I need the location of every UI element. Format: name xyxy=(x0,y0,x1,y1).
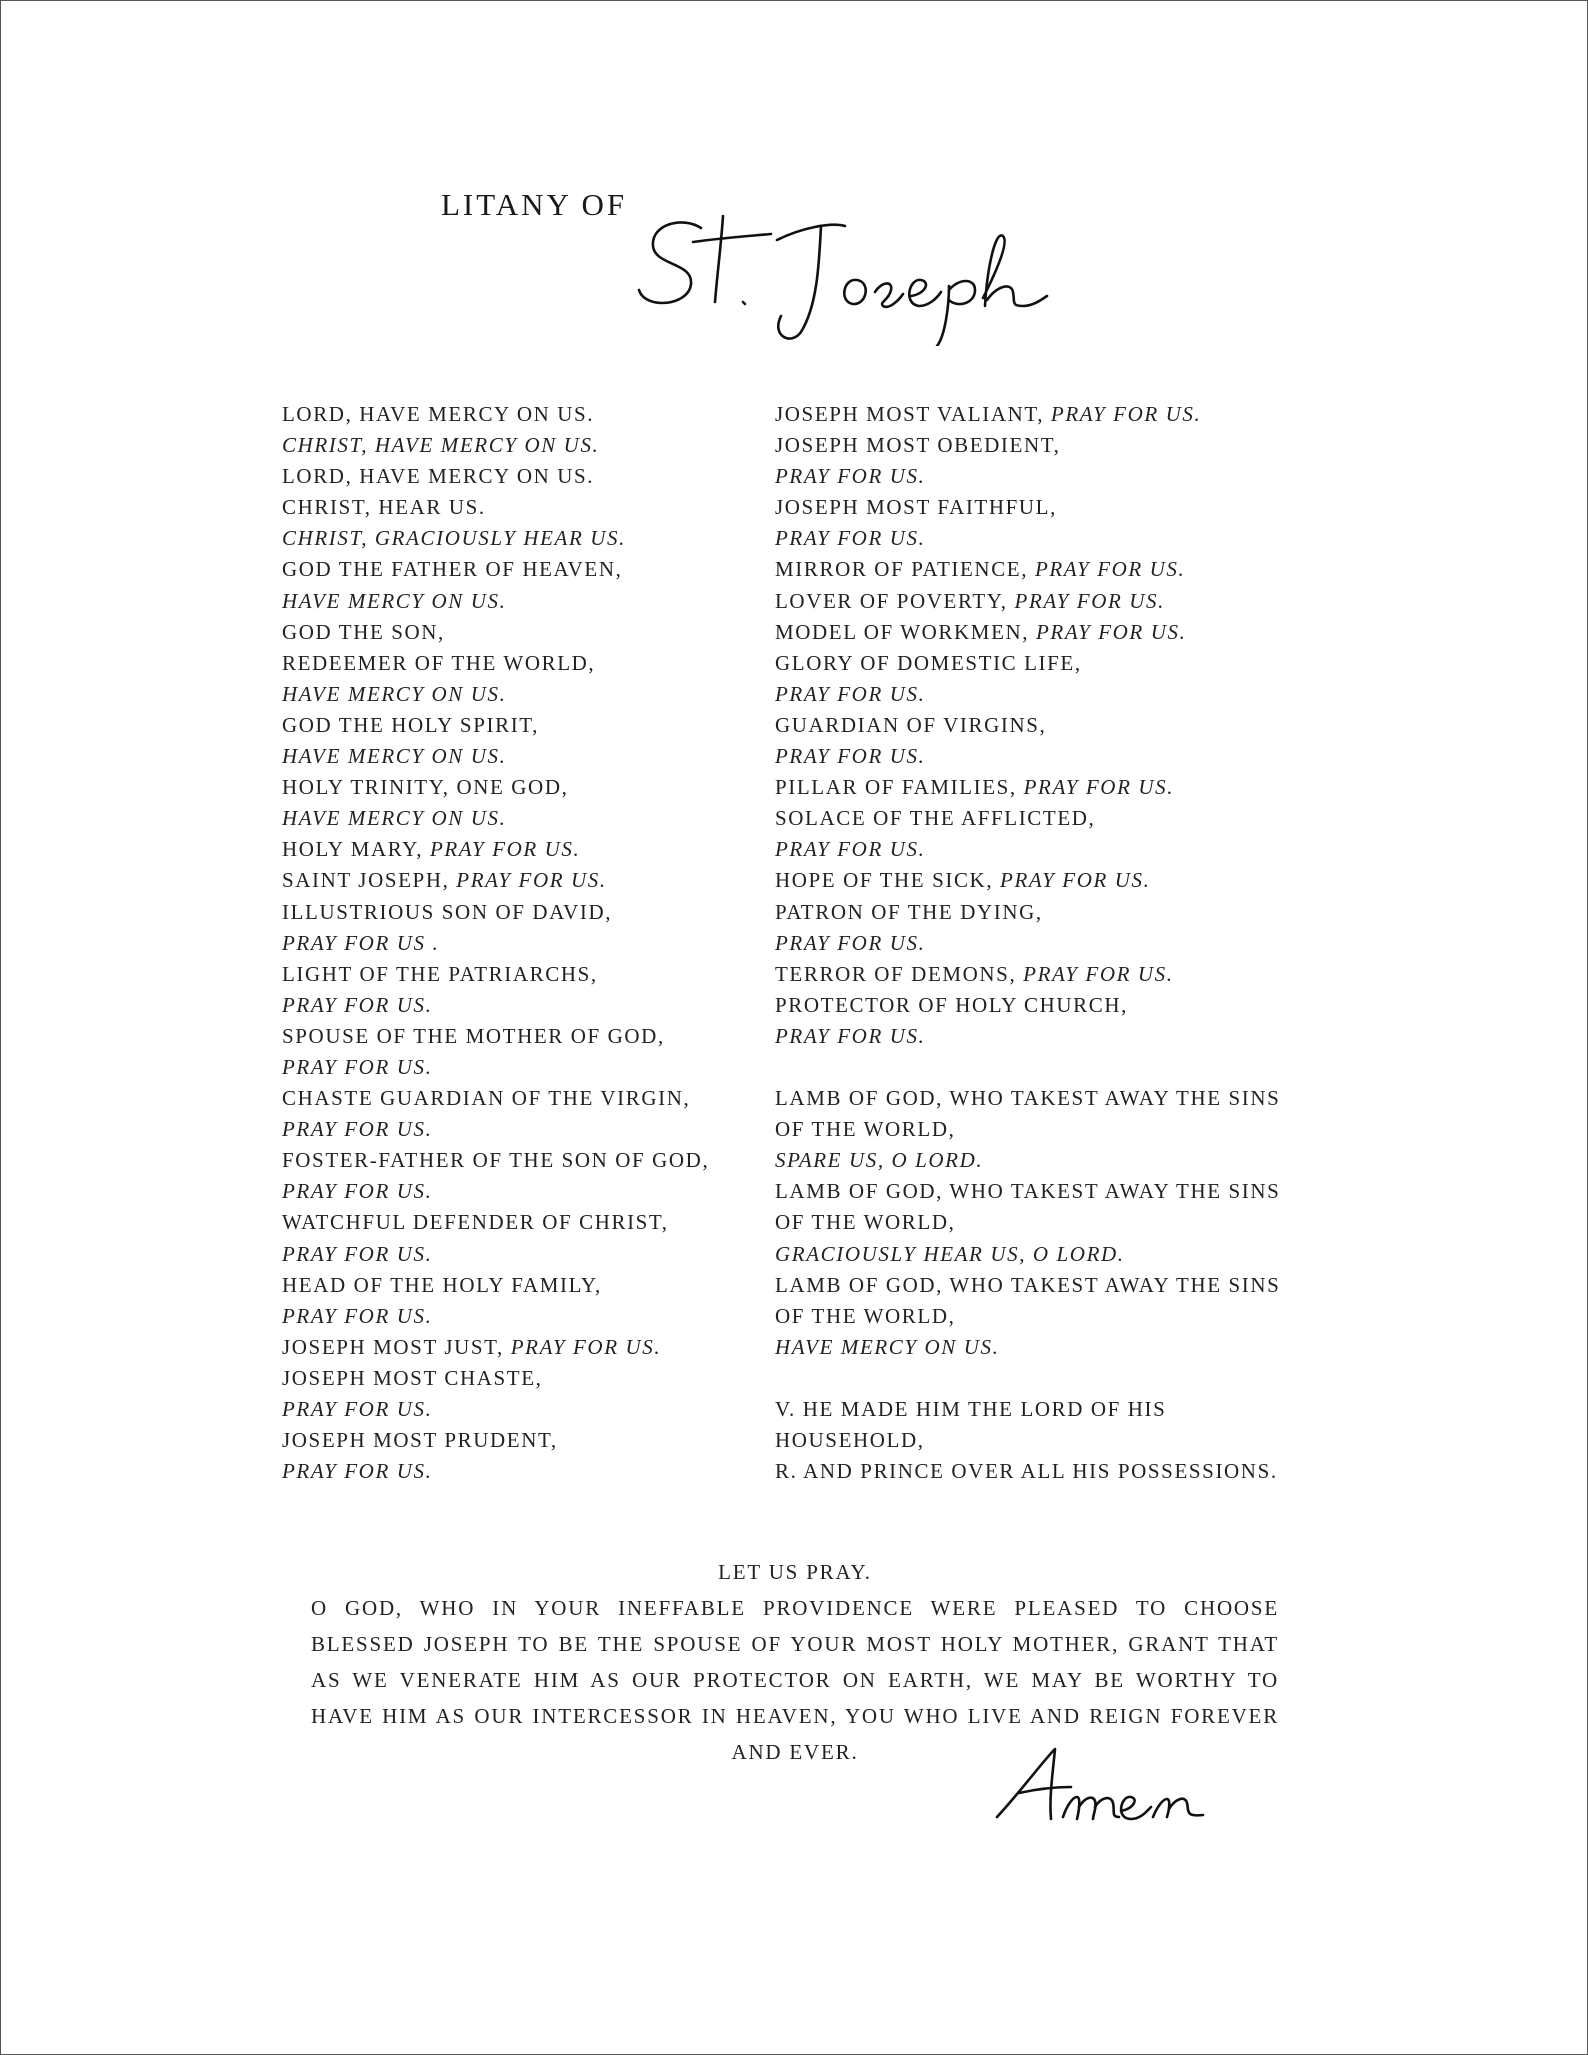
litany-invocation: JOSEPH MOST PRUDENT, xyxy=(282,1428,558,1453)
litany-invocation: LAMB OF GOD, WHO TAKEST AWAY THE SINS xyxy=(775,1272,1281,1297)
litany-line xyxy=(282,430,709,461)
litany-line xyxy=(282,928,709,959)
litany-response: PRAY FOR US. xyxy=(282,1303,433,1328)
litany-response: PRAY FOR US. xyxy=(282,1459,433,1484)
litany-line xyxy=(282,1270,709,1301)
litany-invocation: LIGHT OF THE PATRIARCHS, xyxy=(282,961,598,986)
litany-line xyxy=(282,1207,709,1238)
litany-line xyxy=(282,1176,709,1207)
litany-line xyxy=(282,1301,709,1332)
litany-line xyxy=(282,741,709,772)
litany-line xyxy=(775,1083,1280,1114)
litany-line xyxy=(282,1114,709,1145)
litany-line xyxy=(775,928,1280,959)
litany-invocation: LAMB OF GOD, WHO TAKEST AWAY THE SINS xyxy=(775,1179,1281,1204)
litany-line xyxy=(282,1425,709,1456)
litany-invocation: HEAD OF THE HOLY FAMILY, xyxy=(282,1272,602,1297)
litany-response: PRAY FOR US. xyxy=(775,526,926,551)
litany-line xyxy=(775,1456,1280,1487)
litany-response: PRAY FOR US. xyxy=(775,930,926,955)
litany-invocation: R. AND PRINCE OVER ALL HIS POSSESSIONS. xyxy=(775,1459,1278,1484)
litany-line xyxy=(775,990,1280,1021)
litany-invocation: GUARDIAN OF VIRGINS, xyxy=(775,712,1047,737)
litany-invocation: WATCHFUL DEFENDER OF CHRIST, xyxy=(282,1210,669,1235)
litany-response: PRAY FOR US. xyxy=(1023,775,1175,800)
litany-line xyxy=(775,1394,1280,1425)
litany-response: CHRIST, HAVE MERCY ON US. xyxy=(282,433,600,458)
litany-line xyxy=(775,1425,1280,1456)
litany-line xyxy=(282,834,709,865)
litany-line xyxy=(775,1301,1280,1332)
title-script-logo xyxy=(631,206,1081,346)
litany-line xyxy=(282,679,709,710)
litany-line xyxy=(775,679,1280,710)
litany-invocation: HOUSEHOLD, xyxy=(775,1428,925,1453)
litany-response: PRAY FOR US. xyxy=(1023,961,1174,986)
litany-response: PRAY FOR US. xyxy=(429,837,581,862)
litany-invocation: OF THE WORLD, xyxy=(775,1303,956,1328)
litany-line xyxy=(282,1145,709,1176)
litany-line xyxy=(282,399,709,430)
litany-line xyxy=(282,523,709,554)
litany-response: PRAY FOR US. xyxy=(775,837,926,862)
litany-invocation: PATRON OF THE DYING, xyxy=(775,899,1043,924)
litany-invocation: OF THE WORLD, xyxy=(775,1117,956,1142)
litany-response: HAVE MERCY ON US. xyxy=(282,681,507,706)
litany-right-column xyxy=(775,399,1280,1487)
litany-line xyxy=(282,1083,709,1114)
litany-invocation: HOLY TRINITY, ONE GOD, xyxy=(282,775,569,800)
litany-line xyxy=(282,1363,709,1394)
litany-response: PRAY FOR US. xyxy=(282,992,433,1017)
litany-response: PRAY FOR US. xyxy=(775,1023,926,1048)
litany-line xyxy=(775,1176,1280,1207)
litany-response: HAVE MERCY ON US. xyxy=(775,1334,1000,1359)
litany-line xyxy=(282,1394,709,1425)
litany-response: PRAY FOR US. xyxy=(775,744,926,769)
litany-response: HAVE MERCY ON US. xyxy=(282,806,507,831)
litany-response: SPARE US, O LORD. xyxy=(775,1148,984,1173)
litany-line xyxy=(775,959,1280,990)
litany-invocation: LOVER OF POVERTY, xyxy=(775,588,1015,613)
litany-response: PRAY FOR US. xyxy=(282,1179,433,1204)
litany-line xyxy=(282,648,709,679)
litany-line xyxy=(775,897,1280,928)
litany-line xyxy=(282,554,709,585)
litany-invocation: HOPE OF THE SICK, xyxy=(775,868,1001,893)
litany-line xyxy=(775,1270,1280,1301)
litany-invocation: PILLAR OF FAMILIES, xyxy=(775,775,1024,800)
litany-line xyxy=(775,399,1280,430)
litany-line xyxy=(775,586,1280,617)
litany-line xyxy=(775,617,1280,648)
litany-line xyxy=(282,461,709,492)
litany-line xyxy=(282,1456,709,1487)
litany-invocation: PROTECTOR OF HOLY CHURCH, xyxy=(775,992,1128,1017)
litany-response: HAVE MERCY ON US. xyxy=(282,744,507,769)
litany-response: PRAY FOR US. xyxy=(1000,868,1151,893)
litany-invocation: ILLUSTRIOUS SON OF DAVID, xyxy=(282,899,613,924)
litany-invocation: CHASTE GUARDIAN OF THE VIRGIN, xyxy=(282,1086,691,1111)
litany-line xyxy=(775,865,1280,896)
litany-line xyxy=(282,1239,709,1270)
litany-line xyxy=(775,803,1280,834)
litany-invocation: GOD THE HOLY SPIRIT, xyxy=(282,712,540,737)
litany-invocation: LORD, HAVE MERCY ON US. xyxy=(282,402,595,426)
litany-invocation: JOSEPH MOST VALIANT, xyxy=(775,402,1051,426)
litany-response: CHRIST, GRACIOUSLY HEAR US. xyxy=(282,526,626,551)
litany-line xyxy=(775,710,1280,741)
litany-response: HAVE MERCY ON US. xyxy=(282,588,507,613)
amen-script-signature xyxy=(991,1731,1211,1831)
litany-response: GRACIOUSLY HEAR US, O LORD. xyxy=(775,1241,1125,1266)
litany-response: PRAY FOR US. xyxy=(510,1334,662,1359)
litany-response: PRAY FOR US. xyxy=(282,1241,433,1266)
litany-response: PRAY FOR US. xyxy=(282,1397,433,1421)
litany-invocation: CHRIST, HEAR US. xyxy=(282,495,486,520)
litany-invocation: GLORY OF DOMESTIC LIFE, xyxy=(775,650,1082,675)
line-spacer xyxy=(775,1363,1280,1394)
litany-response: PRAY FOR US. xyxy=(456,868,607,893)
litany-response: PRAY FOR US. xyxy=(1014,588,1165,613)
litany-response: PRAY FOR US. xyxy=(775,464,926,489)
litany-line xyxy=(775,772,1280,803)
litany-response: PRAY FOR US. xyxy=(282,1054,433,1079)
litany-response: PRAY FOR US. xyxy=(1035,619,1187,644)
litany-invocation: LORD, HAVE MERCY ON US. xyxy=(282,464,595,489)
litany-invocation: OF THE WORLD, xyxy=(775,1210,956,1235)
litany-line xyxy=(282,803,709,834)
litany-invocation: JOSEPH MOST CHASTE, xyxy=(282,1365,543,1390)
litany-line xyxy=(775,741,1280,772)
litany-response: PRAY FOR US. xyxy=(1050,402,1202,426)
litany-invocation: JOSEPH MOST FAITHFUL, xyxy=(775,495,1057,520)
litany-response: PRAY FOR US . xyxy=(282,930,440,955)
litany-line xyxy=(775,648,1280,679)
litany-invocation: JOSEPH MOST JUST, xyxy=(282,1334,511,1359)
litany-invocation: SOLACE OF THE AFFLICTED, xyxy=(775,806,1096,831)
litany-line xyxy=(282,1332,709,1363)
litany-invocation: GOD THE FATHER OF HEAVEN, xyxy=(282,557,623,582)
litany-invocation: MIRROR OF PATIENCE, xyxy=(775,557,1035,582)
litany-invocation: REDEEMER OF THE WORLD, xyxy=(282,650,596,675)
litany-line xyxy=(282,865,709,896)
line-spacer xyxy=(775,1052,1280,1083)
litany-line xyxy=(282,586,709,617)
litany-line xyxy=(282,772,709,803)
litany-line xyxy=(775,461,1280,492)
litany-line xyxy=(775,834,1280,865)
prayer-heading: LET US PRAY. xyxy=(718,1560,872,1584)
litany-invocation: GOD THE SON, xyxy=(282,619,445,644)
litany-line xyxy=(282,492,709,523)
litany-invocation: HOLY MARY, xyxy=(282,837,430,862)
litany-invocation: MODEL OF WORKMEN, xyxy=(775,619,1036,644)
litany-line xyxy=(775,1332,1280,1363)
litany-invocation: V. HE MADE HIM THE LORD OF HIS xyxy=(775,1397,1167,1421)
litany-line xyxy=(282,897,709,928)
litany-response: PRAY FOR US. xyxy=(1034,557,1186,582)
litany-line xyxy=(775,1145,1280,1176)
litany-line xyxy=(282,617,709,648)
litany-line xyxy=(282,710,709,741)
litany-line xyxy=(775,492,1280,523)
prayer-body: O GOD, WHO IN YOUR INEFFABLE PROVIDENCE WERE PLEASED TO CHOOSE BLESSED JOSEPH TO BE THE SPOUSE OF YOUR MOST HOLY MOTHER, GRANT THAT AS WE VENERATE HIM AS OUR PROTECTOR ON EARTH, WE MAY BE WORTHY TO HAVE HIM AS OUR INTERCESSOR IN HEAVEN, YOU WHO LIVE AND REIGN FOREVER AND EVER. xyxy=(311,1596,1279,1764)
litany-line xyxy=(775,1021,1280,1052)
litany-response: PRAY FOR US. xyxy=(282,1117,433,1142)
litany-line xyxy=(282,1052,709,1083)
title-prefix: LITANY OF xyxy=(441,187,628,222)
litany-line xyxy=(775,1207,1280,1238)
litany-invocation: FOSTER-FATHER OF THE SON OF GOD, xyxy=(282,1148,710,1173)
litany-invocation: JOSEPH MOST OBEDIENT, xyxy=(775,433,1061,458)
litany-line xyxy=(775,1239,1280,1270)
litany-line xyxy=(282,990,709,1021)
litany-line xyxy=(282,1021,709,1052)
litany-invocation: LAMB OF GOD, WHO TAKEST AWAY THE SINS xyxy=(775,1086,1281,1111)
litany-line xyxy=(282,959,709,990)
litany-left-column xyxy=(282,399,709,1487)
litany-line xyxy=(775,430,1280,461)
litany-line xyxy=(775,554,1280,585)
litany-line xyxy=(775,1114,1280,1145)
litany-invocation: TERROR OF DEMONS, xyxy=(775,961,1024,986)
litany-response: PRAY FOR US. xyxy=(775,681,926,706)
litany-invocation: SAINT JOSEPH, xyxy=(282,868,457,893)
litany-line xyxy=(775,523,1280,554)
litany-invocation: SPOUSE OF THE MOTHER OF GOD, xyxy=(282,1023,665,1048)
